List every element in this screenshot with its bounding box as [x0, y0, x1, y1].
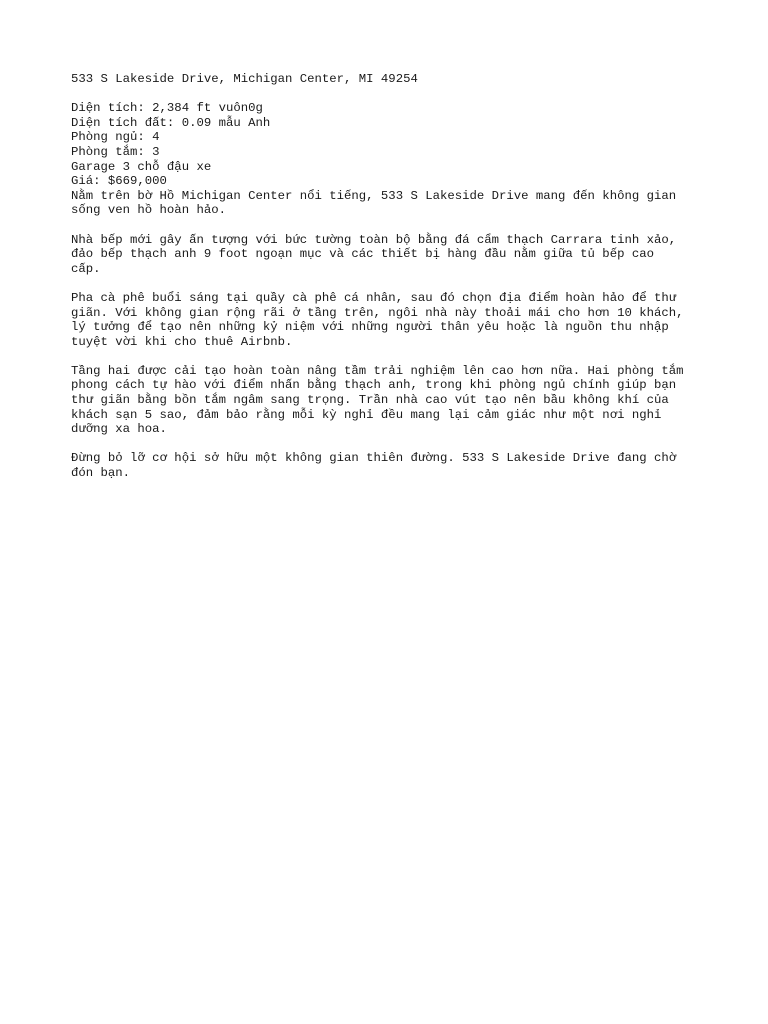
paragraph-coffee — [71, 291, 711, 349]
property-facts — [71, 101, 711, 189]
paragraph-line: đảo bếp thạch anh 9 foot ngoạn mục và các thiết bị hàng đầu nằm giữa tủ bếp cao — [71, 247, 654, 262]
document-page — [71, 72, 711, 481]
spacer — [71, 87, 711, 102]
paragraph-line: thư giãn bằng bồn tắm ngâm sang trọng. Trần nhà cao vút tạo nên bầu không khí của — [71, 393, 669, 408]
paragraph-kitchen — [71, 233, 711, 277]
spacer — [71, 276, 711, 291]
fact-garage: Garage 3 chỗ đậu xe — [71, 159, 212, 174]
fact-price: Giá: $669,000 — [71, 174, 167, 189]
paragraph-line: khách sạn 5 sao, đảm bảo rằng mỗi kỳ nghỉ đều mang lại cảm giác như một nơi nghỉ — [71, 407, 662, 422]
fact-bedrooms: Phòng ngủ: 4 — [71, 130, 160, 145]
spacer — [71, 349, 711, 364]
paragraph-line: giãn. Với không gian rộng rãi ở tầng trên, ngôi nhà này thoải mái cho hơn 10 khách, — [71, 305, 684, 320]
spacer — [71, 437, 711, 452]
paragraph-line: tuyệt vời khi cho thuê Airbnb. — [71, 334, 293, 349]
paragraph-line: sống ven hồ hoàn hảo. — [71, 203, 226, 218]
fact-bathrooms: Phòng tắm: 3 — [71, 144, 160, 159]
fact-living-area: Diện tích: 2,384 ft vuôn0g — [71, 101, 263, 116]
paragraph-line: cấp. — [71, 261, 101, 276]
paragraph-line: Pha cà phê buổi sáng tại quầy cà phê cá nhân, sau đó chọn địa điểm hoàn hảo để thư — [71, 290, 677, 305]
paragraph-line: lý tưởng để tạo nên những kỷ niệm với những người thân yêu hoặc là nguồn thu nhập — [71, 320, 669, 335]
address-line: 533 S Lakeside Drive, Michigan Center, MI 49254 — [71, 72, 418, 86]
fact-lot-size: Diện tích đất: 0.09 mẫu Anh — [71, 115, 271, 130]
paragraph-line: phong cách tự hào với điểm nhấn bằng thạch anh, trong khi phòng ngủ chính giúp bạn — [71, 378, 677, 393]
paragraph-line: đón bạn. — [71, 466, 131, 481]
paragraph-line: Nhà bếp mới gây ấn tượng với bức tường toàn bộ bằng đá cẩm thạch Carrara tinh xảo, — [71, 232, 677, 247]
paragraph-closing — [71, 451, 711, 480]
paragraph-second-floor — [71, 364, 711, 437]
paragraph-line: Nằm trên bờ Hồ Michigan Center nổi tiếng, 533 S Lakeside Drive mang đến không gian — [71, 188, 677, 203]
paragraph-line: Tầng hai được cải tạo hoàn toàn nâng tầm trải nghiệm lên cao hơn nữa. Hai phòng tắm — [71, 363, 684, 378]
paragraph-line: dưỡng xa hoa. — [71, 422, 167, 437]
paragraph-intro — [71, 189, 711, 218]
spacer — [71, 218, 711, 233]
paragraph-line: Đừng bỏ lỡ cơ hội sở hữu một không gian thiên đường. 533 S Lakeside Drive đang chờ — [71, 451, 677, 466]
